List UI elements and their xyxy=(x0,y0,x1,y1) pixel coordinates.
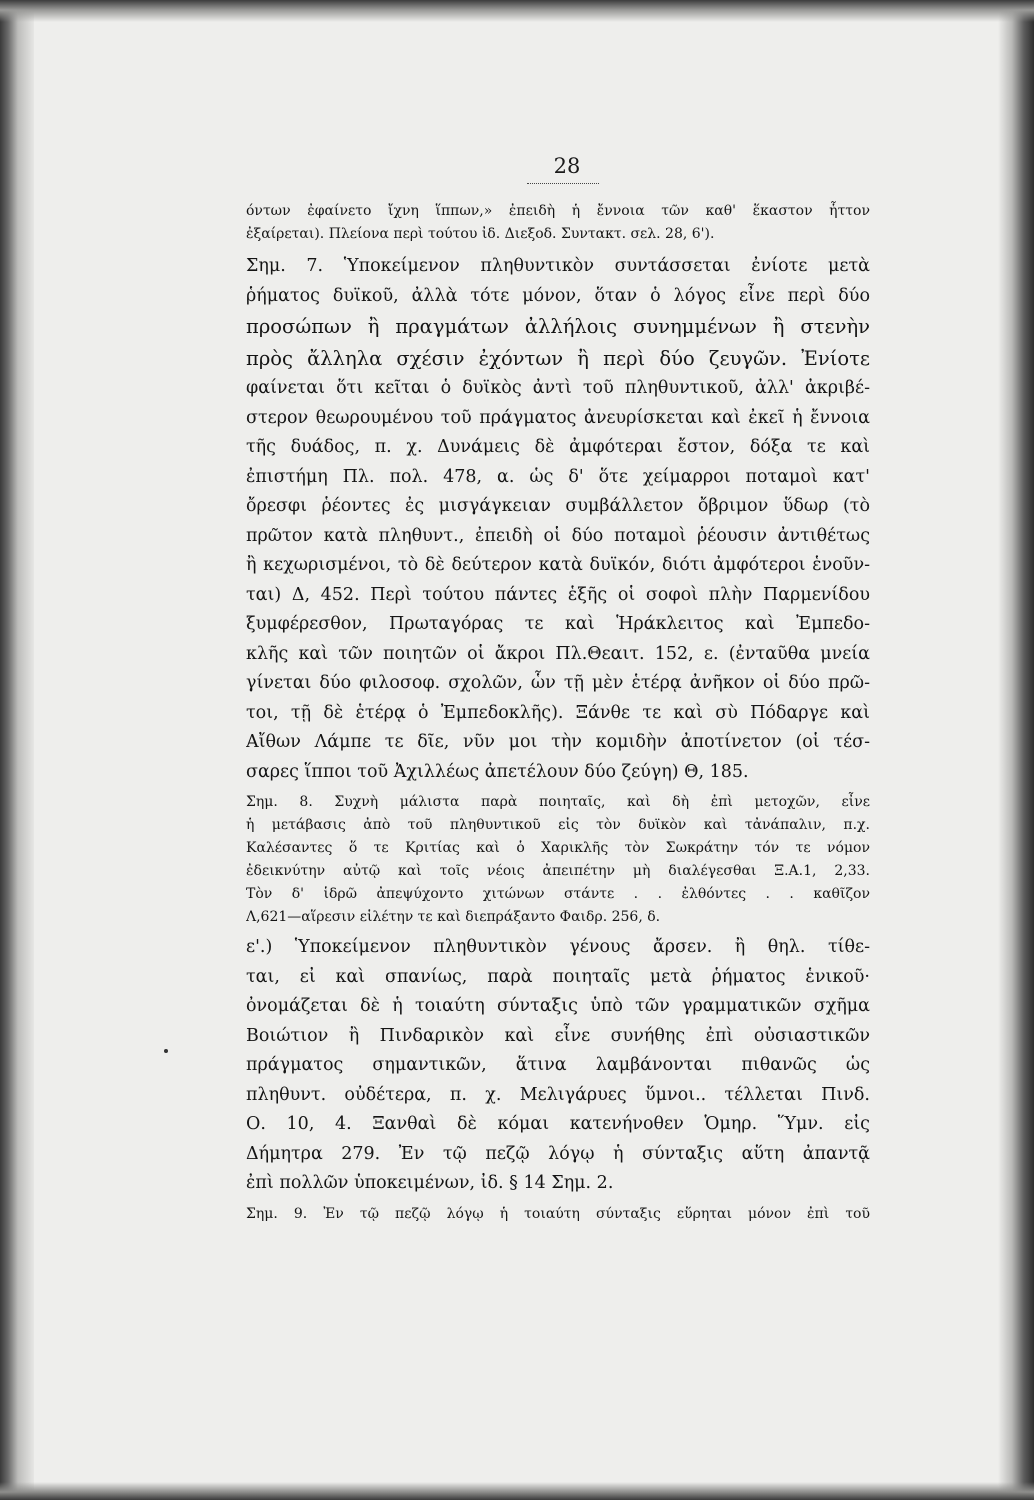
text-line: ε'.) Ὑποκείμενον πληθυντικὸν γένους ἄρσεν. ἢ θηλ. τίθε- xyxy=(246,937,870,957)
text-line: Λ,621—αἵρεσιν εἱλέτην τε καὶ διεπράξαντο Φαιδρ. 256, δ. xyxy=(246,909,661,925)
text-line: ἐπιστήμη Πλ. πολ. 478, α. ὡς δ' ὅτε χείμαρροι ποταμοὶ κατ' xyxy=(246,466,870,487)
text-line: Αἴθων Λάμπε τε δῖε, νῦν μοι τὴν κομιδὴν ἀποτίνετον (οἱ τέσ- xyxy=(246,732,870,752)
page-number: 28 xyxy=(553,154,581,178)
page-edge-right xyxy=(998,0,1034,1500)
text-line: ξυμφέρεσθον, Πρωταγόρας τε καὶ Ἡράκλειτος καὶ Ἐμπεδο- xyxy=(246,614,870,634)
text-line: Δήμητρα 279. Ἐν τῷ πεζῷ λόγῳ ἡ σύνταξις αὕτη ἀπαντᾷ xyxy=(246,1143,870,1164)
text-line: φαίνεται ὅτι κεῖται ὁ δυϊκὸς ἀντὶ τοῦ πληθυντικοῦ, ἀλλ' ἀκριβέ- xyxy=(246,378,870,398)
text-line: ἐδεικνύτην αὐτῷ καὶ τοῖς νέοις ἀπειπέτην μὴ διαλέγεσθαι Ξ.Α.1, 2,33. xyxy=(246,863,870,879)
text-line: ἢ κεχωρισμένοι, τὸ δὲ δεύτερον κατὰ δυϊκόν, διότι ἀμφότεροι ἑνοῦν- xyxy=(246,555,870,575)
text-line: τοι, τῇ δὲ ἑτέρᾳ ὁ Ἐμπεδοκλῆς). Ξάνθε τε καὶ σὺ Πόδαργε καὶ xyxy=(246,702,870,723)
text-line: Σημ. 7. Ὑποκείμενον πληθυντικὸν συντάσσεται ἐνίοτε μετὰ xyxy=(246,256,870,276)
text-line: ἡ μετάβασις ἀπὸ τοῦ πληθυντικοῦ εἰς τὸν δυϊκὸν καὶ τἀνάπαλιν, π.χ. xyxy=(246,817,870,833)
text-line: Τὸν δ' ἱδρῶ ἀπεψύχοντο χιτώνων στάντε . . ἐλθόντες . . καθῖζον xyxy=(246,886,870,902)
text-line: ἐπὶ πολλῶν ὑποκειμένων, ἰδ. § 14 Σημ. 2. xyxy=(246,1173,614,1193)
text-line: πληθυντ. οὐδέτερα, π. χ. Μελιγάρυες ὕμνοι.. τέλλεται Πινδ. xyxy=(246,1084,870,1105)
text-line: Σημ. 9. Ἐν τῷ πεζῷ λόγῳ ἡ τοιαύτη σύνταξις εὕρηται μόνον ἐπὶ τοῦ xyxy=(246,1205,870,1222)
body-text xyxy=(246,200,870,1226)
text-line: ὀνομάζεται δὲ ἡ τοιαύτη σύνταξις ὑπὸ τῶν γραμματικῶν σχῆμα xyxy=(246,996,870,1016)
page-edge-top xyxy=(0,0,1034,22)
text-line: Σημ. 8. Συχνὴ μάλιστα παρὰ ποιηταῖς, καὶ δὴ ἐπὶ μετοχῶν, εἶνε xyxy=(246,794,870,810)
text-line: πρὸς ἄλληλα σχέσιν ἐχόντων ἢ περὶ δύο ζευγῶν. Ἐνίοτε xyxy=(246,346,870,370)
text-line: ται) Δ, 452. Περὶ τούτου πάντες ἑξῆς οἱ σοφοὶ πλὴν Παρμενίδου xyxy=(246,584,870,605)
text-line: πράγματος σημαντικῶν, ἅτινα λαμβάνονται πιθανῶς ὡς xyxy=(246,1055,870,1075)
text-line: ῥήματος δυϊκοῦ, ἀλλὰ τότε μόνον, ὅταν ὁ λόγος εἶνε περὶ δύο xyxy=(246,285,870,306)
page-edge-left xyxy=(0,0,34,1500)
text-line: γίνεται δύο φιλοσοφ. σχολῶν, ὧν τῇ μὲν ἑτέρᾳ ἀνῆκον οἱ δύο πρῶ- xyxy=(246,673,870,693)
page-edge-bottom xyxy=(0,1482,1034,1500)
text-line: όντων ἐφαίνετο ἴχνη ἵππων,» ἐπειδὴ ἡ ἔννοια τῶν καθ' ἕκαστον ἧττον xyxy=(246,203,870,219)
page-number-rule xyxy=(527,183,599,184)
text-line: πρῶτον κατὰ πληθυντ., ἐπειδὴ οἱ δύο ποταμοὶ ῥέουσιν ἀντιθέτως xyxy=(246,525,870,546)
text-line: στερον θεωρουμένου τοῦ πράγματος ἀνευρίσκεται καὶ ἐκεῖ ἡ ἔννοια xyxy=(246,407,870,428)
text-line: ὄρεσφι ῥέοντες ἐς μισγάγκειαν συμβάλλετον ὄβριμον ὕδωρ (τὸ xyxy=(246,496,870,516)
text-line: ται, εἰ καὶ σπανίως, παρὰ ποιηταῖς μετὰ ῥήματος ἑνικοῦ· xyxy=(246,966,870,987)
text-line: ἐξαίρεται). Πλείονα περὶ τούτου ἰδ. Διεξοδ. Συντακτ. σελ. 28, 6'). xyxy=(246,226,715,242)
text-line: Ο. 10, 4. Ξανθαὶ δὲ κόμαι κατενήνοθεν Ὁμηρ. Ὕμν. εἰς xyxy=(246,1114,870,1134)
text-line: τῆς δυάδος, π. χ. Δυνάμεις δὲ ἀμφότεραι ἔστον, δόξα τε καὶ xyxy=(246,437,870,457)
text-line: προσώπων ἢ πραγμάτων ἀλλήλοις συνημμένων ἢ στενὴν xyxy=(246,315,870,338)
text-line: Καλέσαντες ὅ τε Κριτίας καὶ ὁ Χαρικλῆς τὸν Σωκράτην τόν τε νόμον xyxy=(246,840,870,856)
text-line: Βοιώτιον ἢ Πινδαρικὸν καὶ εἶνε συνήθης ἐπὶ οὐσιαστικῶν xyxy=(246,1025,870,1046)
text-line: κλῆς καὶ τῶν ποιητῶν οἱ ἄκροι Πλ.Θεαιτ. 152, ε. (ἐνταῦθα μνεία xyxy=(246,643,870,664)
margin-mark xyxy=(164,1049,168,1053)
text-line: σαρες ἵπποι τοῦ Ἀχιλλέως ἀπετέλουν δύο ζεύγη) Θ, 185. xyxy=(246,761,749,782)
